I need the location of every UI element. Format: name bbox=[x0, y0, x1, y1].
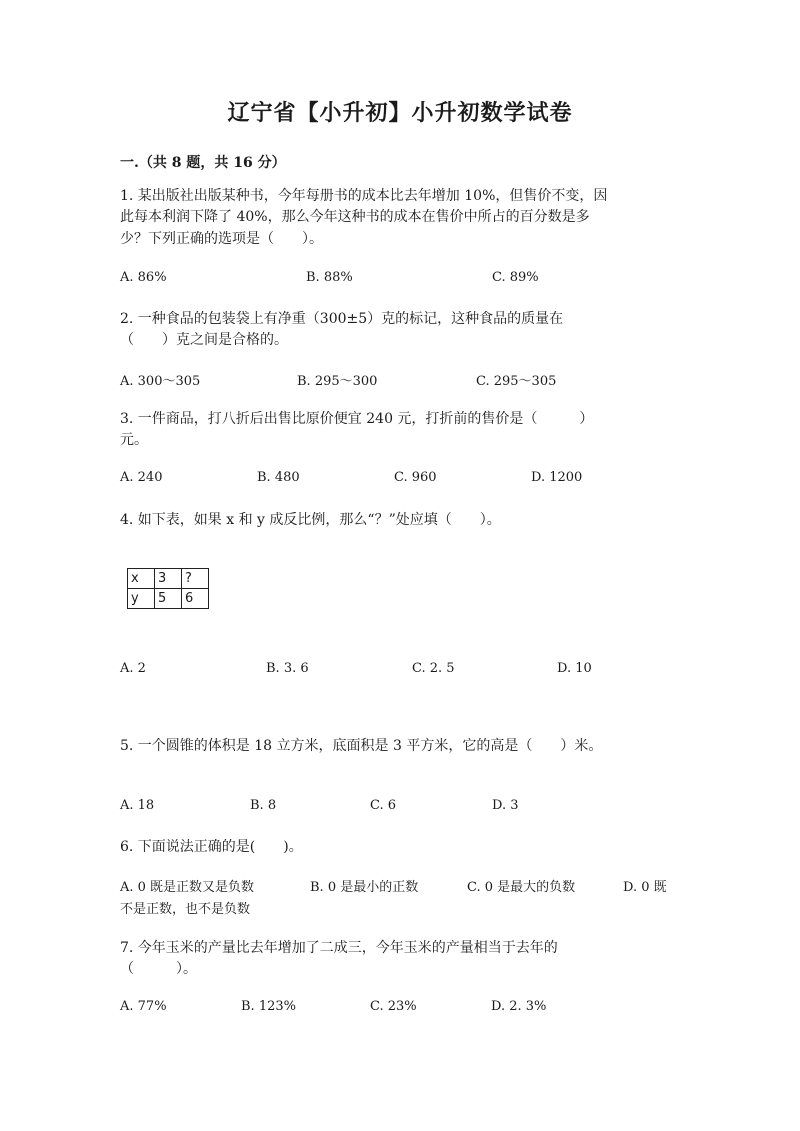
table-cell: ? bbox=[182, 569, 209, 589]
question-4-option-d[interactable]: D. 10 bbox=[557, 661, 592, 676]
question-1-line-2: 此每本利润下降了 40%，那么今年这种书的成本在售价中所占的百分数是多 bbox=[120, 209, 590, 225]
page-title: 辽宁省【小升初】小升初数学试卷 bbox=[227, 100, 573, 126]
question-1-option-c[interactable]: C. 89% bbox=[492, 270, 539, 285]
question-5-line-1: 5. 一个圆锥的体积是 18 立方米，底面积是 3 平方米，它的高是（ ）米。 bbox=[120, 738, 603, 754]
question-2-option-c[interactable]: C. 295～305 bbox=[476, 374, 557, 389]
question-4-option-c[interactable]: C. 2. 5 bbox=[412, 661, 455, 676]
question-7-option-a[interactable]: A. 77% bbox=[120, 999, 167, 1014]
table-row bbox=[128, 589, 209, 609]
question-1-line-1: 1. 某出版社出版某种书，今年每册书的成本比去年增加 10%，但售价不变，因 bbox=[120, 188, 608, 204]
question-3-option-c[interactable]: C. 960 bbox=[394, 470, 437, 485]
question-6-option-d[interactable]: D. 0 既 bbox=[623, 880, 667, 895]
question-3-line-1: 3. 一件商品，打八折后出售比原价便宜 240 元，打折前的售价是（ ） bbox=[120, 411, 594, 427]
question-4-option-a[interactable]: A. 2 bbox=[120, 661, 146, 676]
question-6-option-b[interactable]: B. 0 是最小的正数 bbox=[310, 880, 419, 895]
question-6-option-a[interactable]: A. 0 既是正数又是负数 bbox=[120, 880, 255, 895]
question-1-line-3: 少？下列正确的选项是（ ）。 bbox=[120, 231, 323, 247]
question-3-option-d[interactable]: D. 1200 bbox=[531, 470, 583, 485]
question-7-line-2: （ ）。 bbox=[120, 961, 197, 977]
question-6-option-c[interactable]: C. 0 是最大的负数 bbox=[467, 880, 576, 895]
question-3-option-b[interactable]: B. 480 bbox=[257, 470, 300, 485]
question-3-option-a[interactable]: A. 240 bbox=[120, 470, 163, 485]
question-1-option-a[interactable]: A. 86% bbox=[120, 270, 167, 285]
question-6-line-1: 6. 下面说法正确的是( )。 bbox=[120, 839, 303, 855]
question-7-option-c[interactable]: C. 23% bbox=[370, 999, 417, 1014]
question-1-option-b[interactable]: B. 88% bbox=[306, 270, 353, 285]
question-2-option-a[interactable]: A. 300～305 bbox=[120, 374, 201, 389]
table-cell: 6 bbox=[182, 589, 209, 609]
question-4-option-b[interactable]: B. 3. 6 bbox=[266, 661, 309, 676]
question-2-line-2: （ ）克之间是合格的。 bbox=[120, 332, 288, 348]
question-3-line-2: 元。 bbox=[120, 432, 148, 448]
table-cell: 5 bbox=[155, 589, 182, 609]
question-5-option-d[interactable]: D. 3 bbox=[492, 798, 519, 813]
question-2-line-1: 2. 一种食品的包装袋上有净重（300±5）克的标记，这种食品的质量在 bbox=[120, 311, 564, 327]
table-cell: y bbox=[128, 589, 155, 609]
question-5-option-c[interactable]: C. 6 bbox=[370, 798, 397, 813]
question-7-option-d[interactable]: D. 2. 3% bbox=[491, 999, 547, 1014]
section-heading: 一.（共 8 题，共 16 分） bbox=[120, 155, 286, 171]
table-cell: 3 bbox=[155, 569, 182, 589]
question-2-option-b[interactable]: B. 295～300 bbox=[297, 374, 378, 389]
question-5-option-a[interactable]: A. 18 bbox=[120, 798, 155, 813]
question-5-option-b[interactable]: B. 8 bbox=[250, 798, 277, 813]
question-7-line-1: 7. 今年玉米的产量比去年增加了二成三，今年玉米的产量相当于去年的 bbox=[120, 940, 558, 956]
table-row bbox=[128, 569, 209, 589]
question-6-option-d-continued: 不是正数，也不是负数 bbox=[120, 902, 251, 917]
question-7-option-b[interactable]: B. 123% bbox=[241, 999, 296, 1014]
question-4-line-1: 4. 如下表，如果 x 和 y 成反比例，那么“？”处应填（ ）。 bbox=[120, 512, 501, 528]
xy-value-table bbox=[127, 568, 209, 609]
table-cell: x bbox=[128, 569, 155, 589]
